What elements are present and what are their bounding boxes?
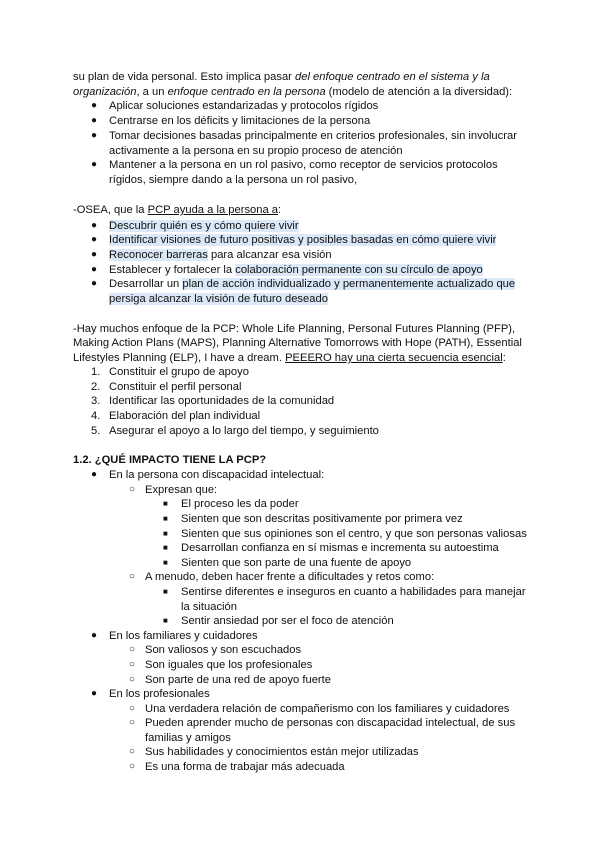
- step-number: 5.: [91, 425, 101, 437]
- list-item: Desarrollan confianza en sí mismas e incrementa su autoestima: [181, 542, 499, 554]
- list-item: Son valiosos y son escuchados: [145, 644, 302, 656]
- list-item: Sienten que sus opiniones son el centro, y que son personas valiosas: [181, 528, 527, 540]
- bullet-square: ■: [163, 587, 168, 596]
- bullet-circle: ○: [129, 746, 136, 757]
- approaches-line-1: -Hay muchos enfoque de la PCP: Whole Life Planning, Personal Futures Planning (PFP),: [73, 323, 516, 335]
- list-item: la situación: [181, 601, 237, 613]
- list-item: Desarrollar un plan de acción individualizado y permanentemente actualizado que: [109, 278, 516, 290]
- list-item: Una verdadera relación de compañerismo con los familiares y cuidadores: [145, 703, 510, 715]
- step-text: Constituir el perfil personal: [109, 381, 242, 393]
- step-text: Elaboración del plan individual: [109, 410, 261, 422]
- bullet-circle: ○: [129, 571, 136, 582]
- list-item: Descubrir quién es y cómo quiere vivir: [109, 220, 299, 232]
- osea-lead: -OSEA, que la PCP ayuda a la persona a:: [73, 204, 282, 216]
- bullet-dot: ●: [91, 278, 98, 289]
- list-item: El proceso les da poder: [181, 498, 299, 510]
- list-item: Mantener a la persona en un rol pasivo, como receptor de servicios protocolos: [109, 159, 498, 171]
- bullet-dot: ●: [91, 130, 98, 141]
- list-item: Identificar visiones de futuro positivas y posibles basadas en cómo quiere vivir: [109, 234, 497, 246]
- list-item: Es una forma de trabajar más adecuada: [145, 761, 345, 773]
- step-text: Constituir el grupo de apoyo: [109, 366, 249, 378]
- intro-line-1: su plan de vida personal. Esto implica pasar del enfoque centrado en el sistema y la: [73, 71, 490, 83]
- bullet-circle: ○: [129, 761, 136, 772]
- bullet-dot: ●: [91, 249, 98, 260]
- list-item: rígidos, siempre dando a la persona un rol pasivo,: [109, 174, 358, 186]
- step-number: 2.: [91, 381, 101, 393]
- step-number: 3.: [91, 395, 101, 407]
- list-item: activamente a la persona en su propio proceso de atención: [109, 145, 403, 157]
- bullet-circle: ○: [129, 703, 136, 714]
- bullet-dot: ●: [91, 100, 98, 111]
- list-item: Establecer y fortalecer la colaboración permanente con su círculo de apoyo: [109, 264, 483, 276]
- list-item: familias y amigos: [145, 732, 231, 744]
- bullet-circle: ○: [129, 674, 136, 685]
- bullet-circle: ○: [129, 659, 136, 670]
- bullet-square: ■: [163, 499, 168, 508]
- bullet-dot: ●: [91, 264, 98, 275]
- bullet-dot: ●: [91, 159, 98, 170]
- bullet-dot: ●: [91, 234, 98, 245]
- approaches-line-3: Lifestyles Planning (ELP), I have a dream. PEEERO hay una cierta secuencia esencial:: [73, 352, 506, 364]
- list-item: Sentirse diferentes e inseguros en cuanto a habilidades para manejar: [181, 586, 526, 598]
- list-item: Sentir ansiedad por ser el foco de atención: [181, 615, 394, 627]
- list-item: A menudo, deben hacer frente a dificultades y retos como:: [145, 571, 435, 583]
- approaches-line-2: Making Action Plans (MAPS), Planning Alternative Tomorrows with Hope (PATH), Essential: [73, 337, 522, 349]
- bullet-dot: ●: [91, 220, 98, 231]
- list-item: Aplicar soluciones estandarizadas y protocolos rígidos: [109, 100, 379, 112]
- bullet-square: ■: [163, 616, 168, 625]
- list-item: Tomar decisiones basadas principalmente en criterios profesionales, sin involucrar: [109, 130, 517, 142]
- bullet-circle: ○: [129, 644, 136, 655]
- list-item: Pueden aprender mucho de personas con discapacidad intelectual, de sus: [145, 717, 516, 729]
- intro-line-2: organización, a un enfoque centrado en la persona (modelo de atención a la diversidad):: [73, 86, 513, 98]
- step-text: Asegurar el apoyo a lo largo del tiempo, y seguimiento: [109, 425, 379, 437]
- list-item: Reconocer barreras para alcanzar esa visión: [109, 249, 332, 261]
- list-item: Expresan que:: [145, 484, 218, 496]
- list-item: persiga alcanzar la visión de futuro deseado: [109, 293, 328, 305]
- bullet-circle: ○: [129, 484, 136, 495]
- list-item: Son iguales que los profesionales: [145, 659, 313, 671]
- bullet-square: ■: [163, 558, 168, 567]
- bullet-dot: ●: [91, 115, 98, 126]
- section-heading: 1.2. ¿QUÉ IMPACTO TIENE LA PCP?: [73, 454, 267, 466]
- list-item: En los profesionales: [109, 688, 210, 700]
- step-number: 4.: [91, 410, 101, 422]
- bullet-square: ■: [163, 529, 168, 538]
- list-item: Son parte de una red de apoyo fuerte: [145, 674, 331, 686]
- bullet-circle: ○: [129, 717, 136, 728]
- bullet-dot: ●: [91, 630, 98, 641]
- list-item: Sienten que son parte de una fuente de apoyo: [181, 557, 412, 569]
- step-text: Identificar las oportunidades de la comunidad: [109, 395, 335, 407]
- bullet-square: ■: [163, 543, 168, 552]
- bullet-dot: ●: [91, 688, 98, 699]
- step-number: 1.: [91, 366, 101, 378]
- bullet-square: ■: [163, 514, 168, 523]
- list-item: Centrarse en los déficits y limitaciones de la persona: [109, 115, 371, 127]
- list-item: En los familiares y cuidadores: [109, 630, 258, 642]
- list-item: Sus habilidades y conocimientos están mejor utilizadas: [145, 746, 419, 758]
- list-item: Sienten que son descritas positivamente por primera vez: [181, 513, 463, 525]
- bullet-dot: ●: [91, 469, 98, 480]
- list-item: En la persona con discapacidad intelectual:: [109, 469, 325, 481]
